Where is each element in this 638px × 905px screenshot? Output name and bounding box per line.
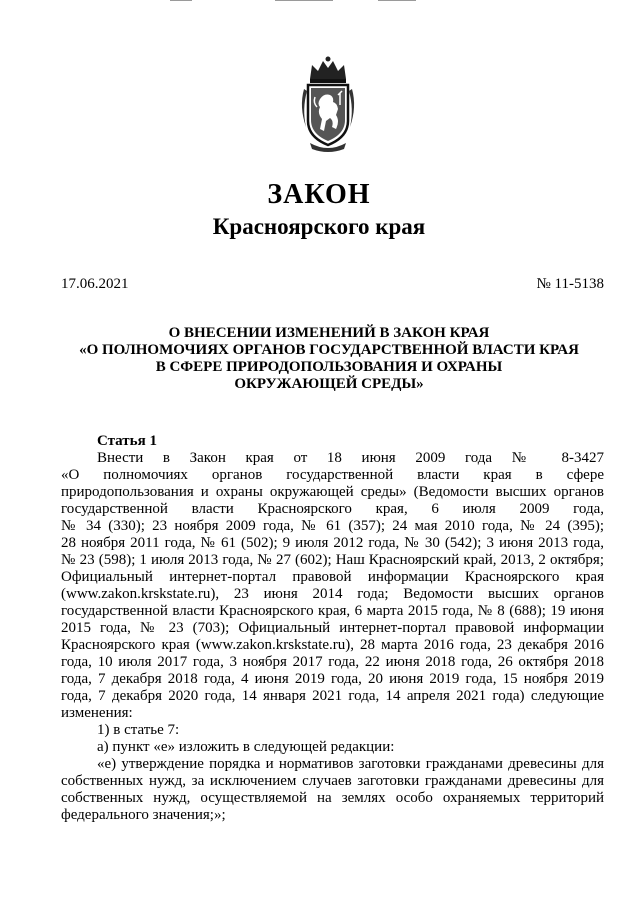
heading-line: ОКРУЖАЮЩЕЙ СРЕДЫ» [234,376,424,392]
body-line: государственной власти Красноярского края, 6 марта 2015 года, № 8 (688); 19 июня [61,603,604,619]
body-line: № 23 (598); 1 июля 2013 года, № 27 (602); Наш Красноярский край, 2013, 2 октября; [61,552,604,568]
item-1: 1) в статье 7: [97,722,180,738]
region-title: Красноярского края [212,214,426,239]
body-line: изменения: [61,705,133,721]
body-line: Внести в Закон края от 18 июня 2009 года № 8-3427 [97,450,604,466]
body-line: № 34 (330); 23 ноября 2009 года, № 61 (357); 24 мая 2010 года, № 24 (395); [61,518,604,534]
body-line: года, 7 декабря 2020 года, 14 января 2021 года, 14 апреля 2021 года) следующие [61,688,604,704]
body-line: природопользования и охраны окружающей среды» (Ведомости высших органов [61,484,604,500]
article-title: Статья 1 [97,433,157,449]
body-line: Красноярского края (www.zakon.krskstate.ru), 28 марта 2016 года, 23 декабря 2016 [61,637,604,653]
body-line: Официальный интернет-портал правовой информации Красноярского края [61,569,604,585]
krasnoyarsk-coat-of-arms-icon [296,55,360,155]
heading-line: «О ПОЛНОМОЧИЯХ ОРГАНОВ ГОСУДАРСТВЕННОЙ ВЛАСТИ КРАЯ [79,342,579,358]
scan-mark [275,0,333,1]
quote-line: «е) утверждение порядка и нормативов заготовки гражданами древесины для [97,756,604,772]
item-a: а) пункт «е» изложить в следующей редакции: [97,739,395,755]
law-title: ЗАКОН [267,179,371,210]
body-line: года, 10 июля 2017 года, 3 ноября 2017 года, 22 июня 2018 года, 26 октября 2018 [61,654,604,670]
law-date: 17.06.2021 [61,276,129,292]
law-number: № 11-5138 [536,276,604,292]
body-line: (www.zakon.krskstate.ru), 23 июня 2014 года; Ведомости высших органов [61,586,604,602]
heading-line: О ВНЕСЕНИИ ИЗМЕНЕНИЙ В ЗАКОН КРАЯ [168,325,490,341]
body-line: «О полномочиях органов государственной власти края в сфере [61,467,604,483]
law-body [61,433,604,824]
heading-line: В СФЕРЕ ПРИРОДОПОЛЬЗОВАНИЯ И ОХРАНЫ [155,359,503,375]
quote-line: собственных нужд, осуществляемой на землях особо охраняемых территорий [61,790,604,806]
scan-mark [170,0,192,1]
body-line: 2015 года, № 23 (703); Официальный интернет-портал правовой информации [61,620,604,636]
quote-line: федерального значения;»; [61,807,226,823]
body-line: 28 ноября 2011 года, № 61 (502); 9 июля 2012 года, № 30 (542); 3 июня 2013 года, [61,535,604,551]
body-line: года, 7 декабря 2018 года, 4 июня 2019 года, 20 июня 2019 года, 15 ноября 2019 [61,671,604,687]
body-line: государственной власти Красноярского края, 6 июля 2009 года, [61,501,604,517]
law-heading [40,325,618,393]
quote-line: собственных нужд, за исключением случаев заготовки гражданами древесины для [61,773,604,789]
scan-mark [378,0,416,1]
